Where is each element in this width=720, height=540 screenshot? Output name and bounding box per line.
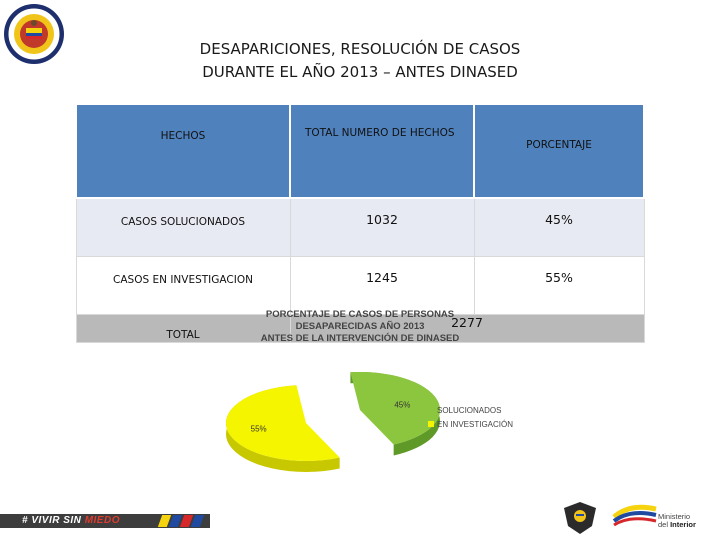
pie-chart [200, 302, 540, 477]
legend-entry: SOLUCIONADOS [437, 406, 502, 415]
cell-hecho: CASOS SOLUCIONADOS [76, 198, 290, 257]
police-badge-icon [560, 500, 600, 536]
ministry-line-2: del [658, 520, 671, 529]
header-hechos: HECHOS [76, 104, 290, 198]
chart-title-line: ANTES DE LA INTERVENCIÓN DE DINASED [260, 333, 460, 344]
flag-stripes-decoration [160, 515, 204, 527]
cell-porcentaje: 45% [474, 198, 644, 257]
legend-swatch [428, 421, 434, 427]
pie-data-label: 55% [250, 424, 267, 434]
legend-swatch [428, 407, 434, 413]
page-title [110, 38, 610, 84]
slogan-part1: # VIVIR SIN [22, 515, 85, 526]
ministry-line-3: Interior [670, 520, 696, 529]
title-line-1: DESAPARICIONES, RESOLUCIÓN DE CASOS [199, 40, 521, 58]
header-porcentaje: PORCENTAJE [474, 104, 644, 198]
total-label: TOTAL [76, 315, 290, 343]
cell-total: 1245 [290, 257, 474, 315]
chart-title-line: DESAPARECIDAS AÑO 2013 [295, 321, 425, 332]
cell-porcentaje: 55% [474, 257, 644, 315]
total-value: 2277 [290, 315, 644, 343]
title-line-2: DURANTE EL AÑO 2013 – ANTES DINASED [202, 63, 518, 81]
cell-total: 1032 [290, 198, 474, 257]
header-total-numero: TOTAL NUMERO DE HECHOS [290, 104, 474, 198]
pie-data-label: 45% [394, 400, 411, 410]
chart-title-line: PORCENTAJE DE CASOS DE PERSONAS [265, 309, 455, 320]
table-row [76, 198, 644, 257]
cell-hecho: CASOS EN INVESTIGACION [76, 257, 290, 315]
legend-entry: EN INVESTIGACIÓN [437, 420, 514, 429]
ministry-line-1: Ministerio [658, 512, 691, 521]
ministry-label [658, 513, 696, 529]
footer-slogan [22, 514, 120, 528]
ministry-logo-icon [612, 503, 658, 529]
table-header-row [76, 104, 644, 198]
police-emblem-logo [2, 2, 66, 66]
slogan-part2: MIEDO [84, 515, 120, 526]
